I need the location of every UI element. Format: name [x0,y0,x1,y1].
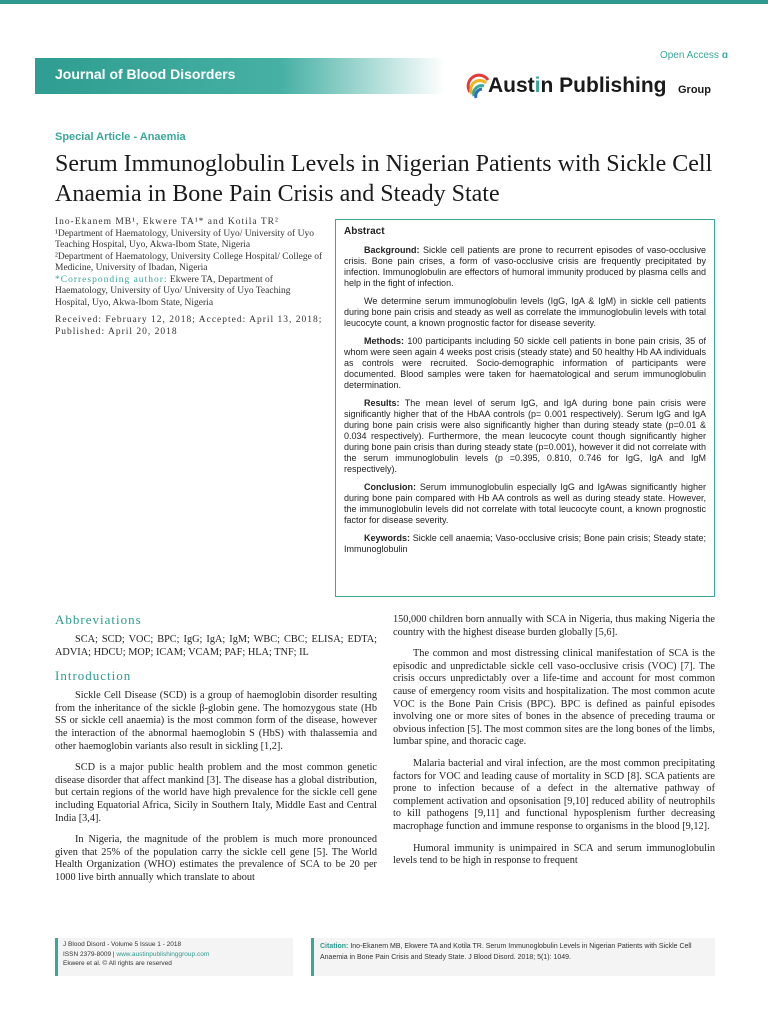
affiliation-1: ¹Department of Haematology, University of Uyo/ University of Uyo Teaching Hospital, Uyo, Akwa-Ibom State, Nigeria [55,228,314,250]
abstract-box [335,219,715,597]
footer-journal-info [55,938,293,976]
article-dates: Received: February 12, 2018; Accepted: April 13, 2018; Published: April 20, 2018 [55,315,323,337]
footer-rights: Ekwere et al. © All rights are reserved [63,960,172,967]
body-column-left [55,612,377,894]
abbreviations-heading: Abbreviations [55,612,142,627]
abstract-keywords: Keywords: Sickle cell anaemia; Vaso-occlusive crisis; Bone pain crisis; Steady state; Immunoglobulin [344,533,706,554]
article-title: Serum Immunoglobulin Levels in Nigerian Patients with Sickle Cell Anaemia in Bone Pain Crisis and Steady State [55,151,713,207]
citation-text: Ino-Ekanem MB, Ekwere TA and Kotila TR. Serum Immunoglobulin Levels in Nigerian Patients with Sickle Cell Anaemia in Bone Pain Crisis and Steady State. J Blood Disord. 2018; 5(1): 1049. [320,943,692,961]
intro-paragraph-1: Sickle Cell Disease (SCD) is a group of haemoglobin disorder resulting from the inheritance of the sickle β-globin gene. The homozygous state (Hb SS or sickle cell anaemia) is the most common form of the disease, however the interaction of the abnormal haemoglobin S (HbS) with thalassemia and other haemoglobin variants also result in sickling [1,2]. [55,690,377,752]
open-lock-icon: ɑ [721,50,728,61]
abbreviations-list: SCA; SCD; VOC; BPC; IgG; IgA; IgM; WBC; CBC; ELISA; EDTA; ADVIA; HDCU; MOP; ICAM; VCAM; PAF; HLA; TNF; IL [55,634,377,658]
top-rule [0,0,768,4]
intro-paragraph-3: In Nigeria, the magnitude of the problem is much more pronounced given that 25% of the population carry the sickle cell gene [5]. The World Health Organization (WHO) estimates the prevalence of SCA to be 20 per 1000 live birth annually which translate to about [55,834,377,883]
affiliation-2: ²Department of Haematology, University College Hospital/ College of Medicine, University of Ibadan, Nigeria [55,251,323,273]
journal-name: Journal of Blood Disorders [55,66,236,82]
open-access-label [660,50,728,61]
author-info [55,217,325,338]
abstract-conclusion: Conclusion: Serum immunoglobulin especially IgG and IgAwas significantly higher during bone pain compared with Hb AA controls as well as during steady state. However, the immunoglobulin levels did not correlate with total leucocyte count, a known prognostic factor for disease severity. [344,482,706,525]
right-paragraph-4: Humoral immunity is unimpaired in SCA and serum immunoglobulin levels tend to be high in response to frequent [393,842,715,867]
author-names: Ino-Ekanem MB¹, Ekwere TA¹* and Kotila TR² [55,217,279,227]
abstract-heading: Abstract [344,226,385,237]
citation-label: Citation: [320,943,349,950]
intro-paragraph-2: SCD is a major public health problem and the most common genetic disease disorder that affect mankind [3]. The disease has a global distribution, but certain regions of the world have high prevalence for the sickle cell gene including Equatorial Africa, Sicily in Southern Italy, Middle East and Central India [3,4]. [55,762,377,824]
abstract-methods: Methods: 100 participants including 50 sickle cell patients in bone pain crisis, 35 of whom were seen again 4 weeks post crisis (steady state) and 50 healthy Hb AA individuals as controls were recruited. Socio-demographic information of participants were documented. Blood samples were taken for haematological and serum immunoglobulin determination. [344,336,706,390]
footer-url-link[interactable]: www.austinpublishinggroup.com [116,950,210,958]
publisher-name: Austin Publishing [488,74,667,97]
abstract-aim: We determine serum immunoglobulin levels (IgG, IgA & IgM) in sickle cell patients during bone pain crisis and steady as well as correlate the immunoglobulin levels with total leucocyte count, a known prognostic factor for disease severity. [344,296,706,328]
journal-banner [35,58,445,94]
abstract-results: Results: The mean level of serum IgG, and IgA during bone pain crisis were significantly higher that of the HbAA controls (p= 0.001 respectively). Serum IgG and IgA during bone pain crisis were also significantly higher than during steady state (p=0.01 & 0.034 respectively). Furthermore, the mean leucocyte count though significantly higher during bone pain crisis than during steady state (p=0.001), however it did not correlate with the serum immunoglobulin levels (p =0.395, 0.810, 0.746 for IgG, IgA and IgM respectively). [344,398,706,474]
right-paragraph-1: 150,000 children born annually with SCA in Nigeria, thus making Nigeria the country with the highest disease burden globally [5,6]. [393,614,715,638]
footer-issn-line: ISSN 2379-8009 | www.austinpublishinggroup.com [63,950,210,958]
body-column-right [393,614,715,877]
abstract-background: Background: Sickle cell patients are prone to recurrent episodes of vaso-occlusive crisis. Bone pain crises, a form of vaso-occlusive crisis are frequently precipitated by infection. Immunoglobulin are effectors of humoral immunity produced by plasma cells and help in the fight of infection. [344,245,706,288]
introduction-heading: Introduction [55,668,132,684]
right-paragraph-2: The common and most distressing clinical manifestation of SCA is the episodic and unpredictable sickle cell vaso-occlusive crisis (VOC) [7]. The crisis occurs unpredictably over a life-time and account for most common cause of emergency room visits and hospitalization. The most common acute VOC is the Bone Pain Crisis (BPC). BPC is defined as painful episodes involving one or more sites of bones in the absence of preceding trauma or obvious infection [5]. The most common sites are the long bones of the limbs, lumbar spine, and thoracic cage. [393,648,715,748]
footer-citation [311,938,715,976]
footer-volume: J Blood Disord - Volume 5 Issue 1 - 2018 [63,941,182,948]
right-paragraph-3: Malaria bacterial and viral infection, are the most common precipitating factors for VOC and leading cause of mortality in SCD [8]. SCA patients are prone to infection because of a defect in the alternative pathway of complement activation and opsonisation [9,10] reduced ability of neutrophils to kill pathogens [9,11] and functional hyposplenism further decreasing macrophage function and immune response to organisms in the blood [9,12]. [393,757,715,832]
open-access-text: Open Access [659,50,719,61]
publisher-group: Group [678,84,711,96]
corresponding-author: *Corresponding author: Ekwere TA, Department of Haematology, University of Uyo/ University of Uyo Teaching Hospital, Uyo, Akwa-Ibom State, Nigeria [55,274,291,308]
article-category: Special Article - Anaemia [55,131,186,143]
